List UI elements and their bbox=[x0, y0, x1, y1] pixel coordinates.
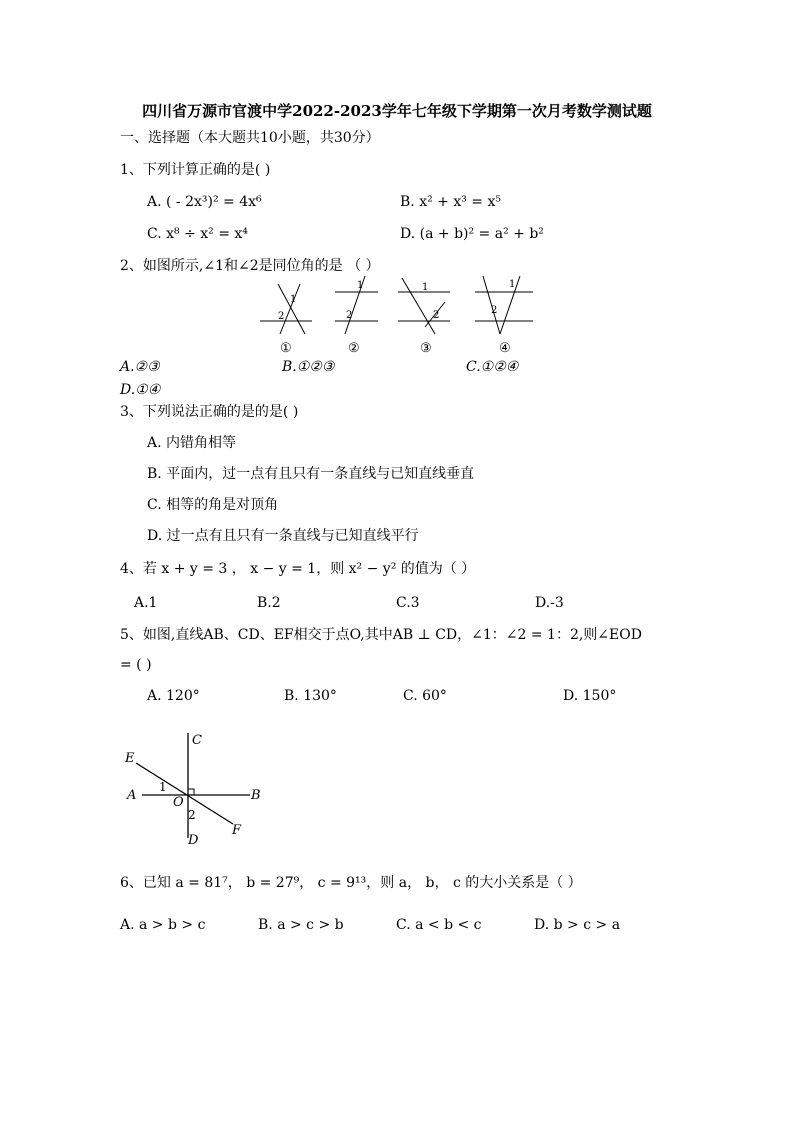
fig-label-1: ① bbox=[280, 341, 292, 356]
question-3-option-c: C. 相等的角是对顶角 bbox=[147, 497, 279, 513]
question-5-option-a: A. 120° bbox=[147, 688, 200, 704]
point-b-label: B bbox=[251, 788, 261, 803]
question-2-figures bbox=[250, 272, 550, 360]
question-3-option-b: B. 平面内，过一点有且只有一条直线与已知直线垂直 bbox=[147, 466, 475, 482]
question-2-stem: 2、如图所示,∠1和∠2是同位角的是 （ ） bbox=[120, 258, 380, 274]
question-5-option-d: D. 150° bbox=[563, 688, 617, 704]
point-d-label: D bbox=[188, 833, 199, 848]
question-1-stem: 1、下列计算正确的是( ) bbox=[120, 162, 271, 178]
question-3-stem: 3、下列说法正确的是的是( ) bbox=[120, 404, 299, 420]
question-4-option-d: D.-3 bbox=[535, 595, 564, 611]
question-3-option-d: D. 过一点有且只有一条直线与已知直线平行 bbox=[147, 528, 419, 544]
question-5-option-c: C. 60° bbox=[403, 688, 447, 704]
point-a-label: A bbox=[127, 788, 137, 803]
question-1-option-b: B. x² + x³ = x⁵ bbox=[400, 194, 501, 210]
fig1-angle-1: 1 bbox=[290, 294, 297, 305]
page-title: 四川省万源市官渡中学2022-2023学年七年级下学期第一次月考数学测试题 bbox=[142, 102, 652, 120]
point-c-label: C bbox=[192, 733, 202, 748]
question-6-option-a: A. a > b > c bbox=[120, 917, 206, 933]
question-1-option-c: C. x⁸ ÷ x² = x⁴ bbox=[147, 226, 248, 242]
question-4-stem: 4、若 x + y = 3 ， x − y = 1，则 x² − y² 的值为（ ） bbox=[120, 561, 476, 577]
question-6-option-b: B. a > c > b bbox=[258, 917, 344, 933]
fig3-angle-2: 2 bbox=[433, 310, 440, 321]
question-5-stem: 5、如图,直线AB、CD、EF相交于点O,其中AB ⊥ CD，∠1：∠2 = 1：2,则∠EOD bbox=[120, 627, 642, 643]
question-4-option-a: A.1 bbox=[134, 595, 158, 611]
question-2-option-b: B.①②③ bbox=[282, 359, 335, 375]
fig2-angle-1: 1 bbox=[357, 280, 364, 291]
question-2-option-c: C.①②④ bbox=[466, 359, 519, 375]
question-3-option-a: A. 内错角相等 bbox=[147, 435, 237, 451]
question-6-option-c: C. a < b < c bbox=[396, 917, 482, 933]
question-6-stem: 6、已知 a = 81⁷， b = 27⁹， c = 9¹³，则 a， b， c 的大小关系是（ ） bbox=[120, 875, 582, 891]
question-2-option-d: D.①④ bbox=[120, 382, 161, 398]
fig-label-4: ④ bbox=[499, 341, 511, 356]
fig-label-2: ② bbox=[348, 341, 360, 356]
question-2-option-a: A.②③ bbox=[120, 359, 160, 375]
fig1-angle-2: 2 bbox=[278, 311, 285, 322]
question-1-option-d: D. (a + b)² = a² + b² bbox=[400, 226, 544, 242]
point-o-label: O bbox=[173, 795, 184, 810]
question-5-figure bbox=[118, 728, 278, 853]
point-e-label: E bbox=[125, 751, 135, 766]
point-f-label: F bbox=[232, 823, 242, 838]
fig4-angle-1: 1 bbox=[509, 279, 516, 290]
fig-label-3: ③ bbox=[420, 341, 432, 356]
section-heading: 一、选择题（本大题共10小题，共30分） bbox=[120, 130, 380, 146]
question-1-option-a: A. ( - 2x³)² = 4x⁶ bbox=[147, 194, 262, 210]
question-4-option-c: C.3 bbox=[396, 595, 420, 611]
angle-2-label: 2 bbox=[188, 808, 196, 822]
question-5-stem-cont: = ( ) bbox=[120, 657, 152, 673]
fig4-angle-2: 2 bbox=[491, 305, 498, 316]
fig2-angle-2: 2 bbox=[346, 310, 353, 321]
question-5-option-b: B. 130° bbox=[284, 688, 337, 704]
question-4-option-b: B.2 bbox=[257, 595, 281, 611]
fig3-angle-1: 1 bbox=[422, 282, 429, 293]
angle-1-label: 1 bbox=[159, 780, 167, 794]
question-6-option-d: D. b > c > a bbox=[534, 917, 621, 933]
